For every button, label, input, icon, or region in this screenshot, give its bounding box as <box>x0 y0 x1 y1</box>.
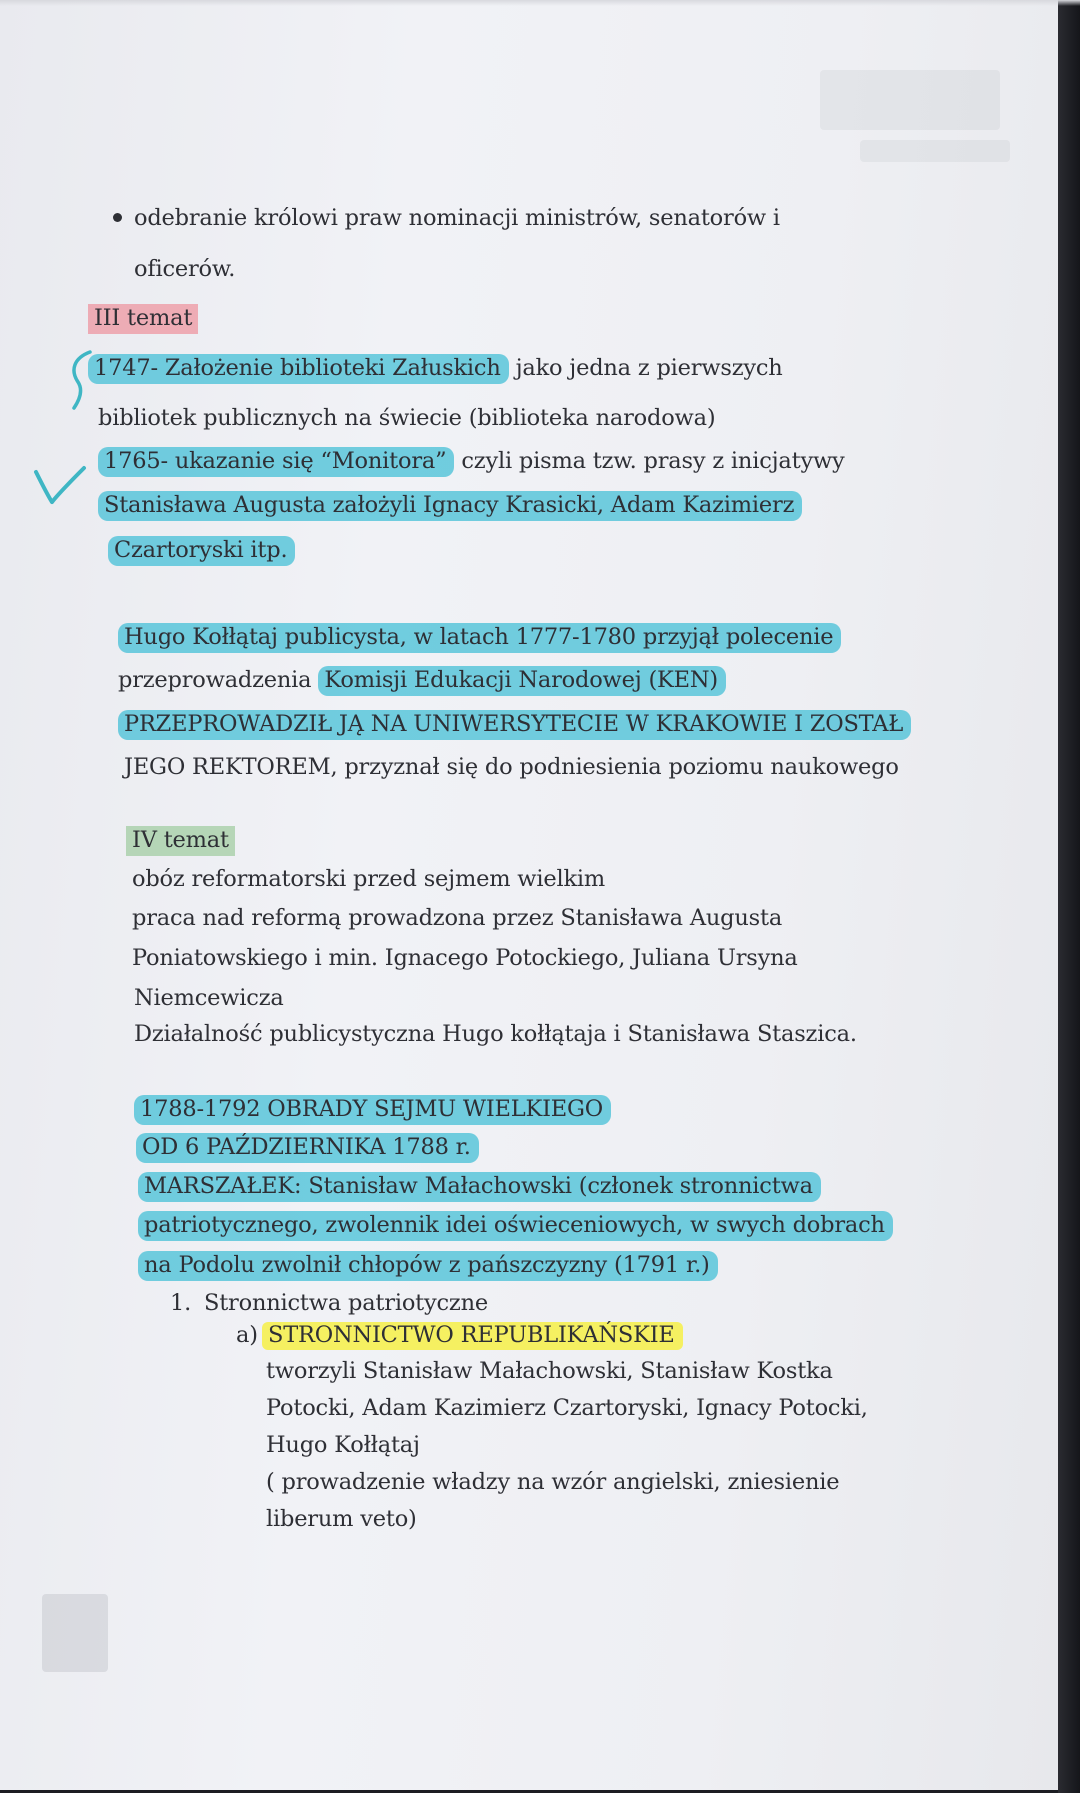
pen-bracket-mark <box>60 348 100 428</box>
section-4-line: obóz reformatorski przed sejmem wielkim <box>132 866 606 892</box>
highlighted-czartoryski: Czartoryski itp. <box>108 536 295 566</box>
sublist-line: ( prowadzenie władzy na wzór angielski, zniesienie <box>266 1469 840 1495</box>
section-3-line <box>88 353 783 383</box>
section-4-line: Działalność publicystyczna Hugo kołłątaja i Stanisława Staszica. <box>134 1021 857 1047</box>
bleed-through-block <box>820 70 1000 130</box>
section-3-text: jako jedna z pierwszych <box>508 355 783 381</box>
section-heading-3 <box>88 303 198 333</box>
highlighted-sejm-dates: 1788-1792 OBRADY SEJMU WIELKIEGO <box>134 1095 611 1125</box>
highlighted-date-1747: 1747- Założenie biblioteki Załuskich <box>88 354 509 384</box>
highlighted-university: PRZEPROWADZIŁ JĄ NA UNIWERSYTECIE W KRAKOWIE I ZOSTAŁ <box>118 710 911 740</box>
sejm-line <box>138 1250 718 1280</box>
highlighted-ken: Komisji Edukacji Narodowej (KEN) <box>318 666 726 696</box>
section-3-line <box>108 535 295 565</box>
kollataj-line: JEGO REKTOREM, przyznał się do podniesienia poziomu naukowego <box>124 754 899 780</box>
highlighted-october-date: OD 6 PAŹDZIERNIKA 1788 r. <box>136 1133 479 1163</box>
section-4-line: Niemcewicza <box>134 985 284 1011</box>
bullet-point <box>113 213 122 222</box>
corner-smudge <box>42 1594 108 1672</box>
section-3-line <box>98 446 845 476</box>
section-3-line <box>98 490 802 520</box>
section-4-line: Poniatowskiego i min. Ignacego Potockiego, Juliana Ursyna <box>132 945 798 971</box>
bullet-text-line: odebranie królowi praw nominacji ministrów, senatorów i <box>134 205 780 231</box>
section-3-line: bibliotek publicznych na świecie (biblioteka narodowa) <box>98 405 716 431</box>
section-heading-3-label: III temat <box>88 304 198 334</box>
highlighted-kollataj: Hugo Kołłątaj publicysta, w latach 1777-1780 przyjął polecenie <box>118 623 841 653</box>
sublist-line: liberum veto) <box>266 1506 417 1532</box>
sejm-line <box>138 1171 821 1201</box>
pen-check-mark <box>30 462 90 512</box>
paper-top-edge <box>0 0 1080 6</box>
highlighted-podole: na Podolu zwolnił chłopów z pańszczyzny (1791 r.) <box>138 1251 718 1281</box>
highlighted-founders: Stanisława Augusta założyli Ignacy Krasicki, Adam Kazimierz <box>98 491 802 521</box>
sublist-line: tworzyli Stanisław Małachowski, Stanisław Kostka <box>266 1358 833 1384</box>
section-4-line: praca nad reformą prowadzona przez Stanisława Augusta <box>132 905 783 931</box>
sublist-letter: a) <box>236 1322 258 1348</box>
highlighted-republican-faction: STRONNICTWO REPUBLIKAŃSKIE <box>262 1322 683 1350</box>
kollataj-line <box>118 709 911 739</box>
sublist-line: Hugo Kołłątaj <box>266 1432 420 1458</box>
background-edge <box>1058 0 1080 1793</box>
sublist-line: Potocki, Adam Kazimierz Czartoryski, Ignacy Potocki, <box>266 1395 868 1421</box>
sejm-line <box>136 1132 479 1162</box>
sejm-line <box>134 1094 611 1124</box>
kollataj-line <box>118 622 841 652</box>
highlighted-date-1765: 1765- ukazanie się “Monitora” <box>98 447 454 477</box>
highlighted-marszalek: MARSZAŁEK: Stanisław Małachowski (członek stronnictwa <box>138 1172 821 1202</box>
highlighted-patriotic: patriotycznego, zwolennik idei oświeceniowych, w swych dobrach <box>138 1211 893 1241</box>
kollataj-line <box>118 665 726 695</box>
section-3-text: czyli pisma tzw. prasy z inicjatywy <box>454 448 845 474</box>
list-item-text: Stronnictwa patriotyczne <box>204 1290 488 1316</box>
kollataj-text: przeprowadzenia <box>118 667 319 693</box>
bleed-through-block <box>860 140 1010 162</box>
list-item-number: 1. <box>170 1290 192 1316</box>
section-heading-4 <box>126 825 235 855</box>
section-heading-4-label: IV temat <box>126 826 235 856</box>
bullet-text-line: oficerów. <box>134 256 236 282</box>
sublist-title <box>262 1320 683 1350</box>
sejm-line <box>138 1210 893 1240</box>
